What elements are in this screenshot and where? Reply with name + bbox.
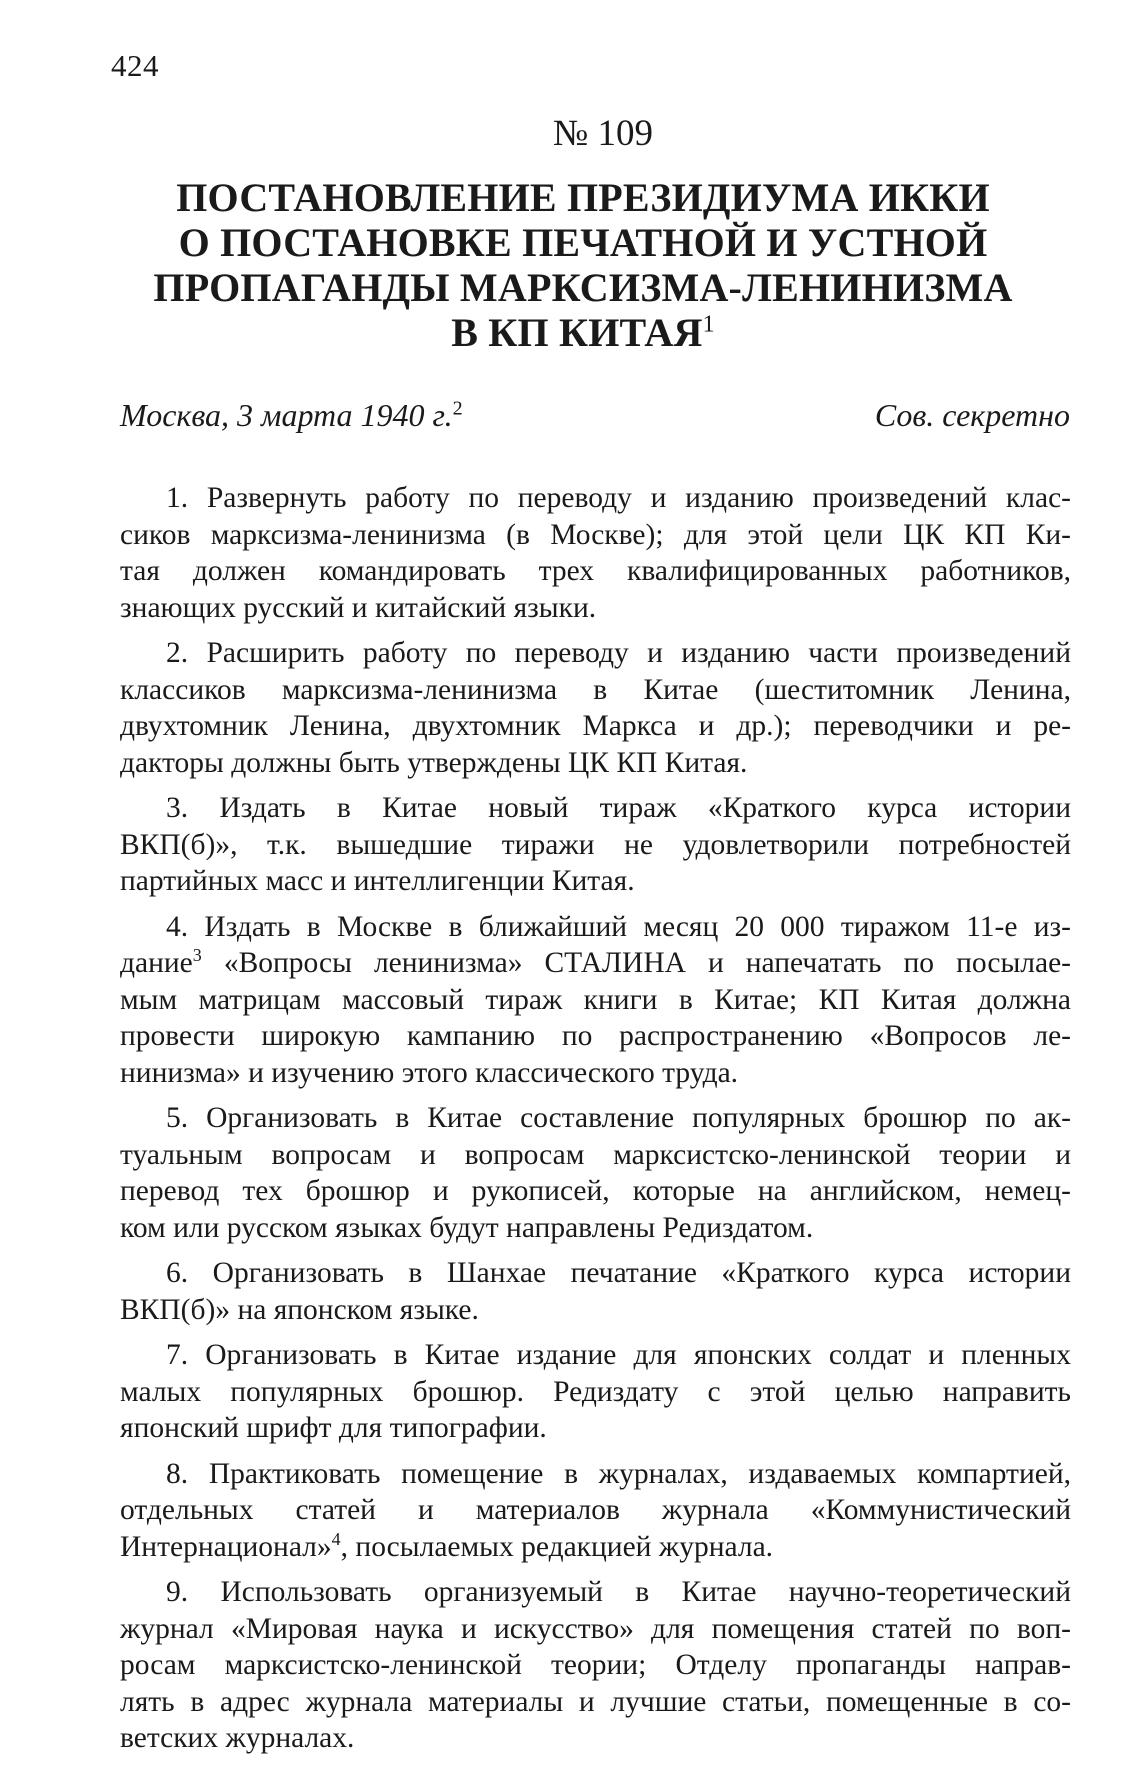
title-line-text: В КП КИТАЯ xyxy=(451,310,703,355)
text-line: журнал «Мировая наука и искусство» для помещения статей по воп- xyxy=(120,1612,1071,1645)
text-line: 3. Издать в Китае новый тираж «Краткого курса истории xyxy=(166,792,1071,824)
text-line: сиков марксизма-ленинизма (в Москве); для этой цели ЦК КП Ки- xyxy=(120,518,1071,551)
text-line: 4. Издать в Москве в ближайший месяц 20 000 тиражом 11-е из- xyxy=(166,910,1071,943)
text-line: отдельных статей и материалов журнала «Коммунистический xyxy=(120,1494,1071,1526)
classification-label: Сов. секретно xyxy=(874,397,1070,433)
text-line: дакторы должны быть утверждены ЦК КП Китая. xyxy=(120,746,748,779)
document-title xyxy=(120,175,1046,355)
text-line-with-footnote xyxy=(120,945,1071,982)
footnote-mark: 4 xyxy=(331,1528,341,1549)
document-meta xyxy=(120,397,1070,434)
text-fragment: , посылаемых редакцией журнала. xyxy=(340,1530,774,1563)
text-line: 7. Организовать в Китае издание для японских солдат и пленных xyxy=(166,1339,1071,1371)
footnote-mark: 3 xyxy=(192,945,202,966)
text-line-with-footnote xyxy=(120,1529,1071,1566)
text-fragment: дание xyxy=(120,947,193,979)
title-line: ПОСТАНОВЛЕНИЕ ПРЕЗИДИУМА ИККИ xyxy=(176,175,990,220)
title-line: О ПОСТАНОВКЕ ПЕЧАТНОЙ И УСТНОЙ xyxy=(178,220,988,265)
text-line: перевод тех брошюр и рукописей, которые на английском, немец- xyxy=(120,1175,1071,1207)
text-line: мым матрицам массовый тираж книги в Китае; КП Китая должна xyxy=(120,983,1071,1016)
paragraph-8 xyxy=(120,1456,1071,1566)
place-date xyxy=(120,397,463,434)
text-line: 6. Организовать в Шанхае печатание «Краткого курса истории xyxy=(166,1257,1071,1289)
text-line: малых популярных брошюр. Редиздату с этой целью направить xyxy=(120,1375,1071,1408)
text-fragment: «Вопросы ленинизма» СТАЛИНА и напечатать по посылае- xyxy=(223,947,1072,979)
text-line: ВКП(б)» на японском языке. xyxy=(120,1293,479,1326)
document-body xyxy=(120,480,1071,1766)
paragraph-3 xyxy=(120,790,1071,900)
text-line: ком или русском языках будут направлены Редиздатом. xyxy=(120,1211,814,1244)
text-line: 8. Практиковать помещение в журналах, издаваемых компартией, xyxy=(166,1457,1071,1490)
text-line: двухтомник Ленина, двухтомник Маркса и др.); переводчики и ре- xyxy=(120,710,1071,742)
text-line: 5. Организовать в Китае составление популярных брошюр по ак- xyxy=(166,1102,1071,1134)
title-line-last xyxy=(120,310,1046,355)
text-line: ВКП(б)», т.к. вышедшие тиражи не удовлетворили потребностей xyxy=(120,828,1071,861)
document-number: № 109 xyxy=(552,113,654,154)
text-line: 1. Развернуть работу по переводу и изданию произведений клас- xyxy=(166,482,1071,514)
text-line: нинизма» и изучению этого классического труда. xyxy=(120,1056,739,1089)
paragraph-2 xyxy=(120,635,1071,781)
place-date-text: Москва, 3 марта 1940 г. xyxy=(120,397,453,433)
text-line: знающих русский и китайский языки. xyxy=(120,591,597,624)
place-date-footnote-mark: 2 xyxy=(452,397,463,420)
text-line: партийных масс и интеллигенции Китая. xyxy=(120,865,635,897)
text-line: ветских журналах. xyxy=(120,1722,355,1754)
paragraph-5 xyxy=(120,1100,1071,1246)
text-line: туальным вопросам и вопросам марксистско-ленинской теории и xyxy=(120,1138,1071,1171)
paragraph-4 xyxy=(120,909,1071,1092)
paragraph-9 xyxy=(120,1574,1071,1757)
text-line: 2. Расширить работу по переводу и изданию части произведений xyxy=(166,637,1071,669)
text-line: 9. Использовать организуемый в Китае научно-теоретический xyxy=(166,1576,1071,1608)
text-line: лять в адрес журнала материалы и лучшие статьи, помещенные в со- xyxy=(120,1685,1071,1718)
text-line: провести широкую кампанию по распространению «Вопросов ле- xyxy=(120,1020,1071,1052)
title-footnote-mark: 1 xyxy=(702,311,715,338)
paragraph-1 xyxy=(120,480,1071,626)
text-line: росам марксистско-ленинской теории; Отделу пропаганды направ- xyxy=(120,1649,1071,1681)
text-line: классиков марксизма-ленинизма в Китае (шеститомник Ленина, xyxy=(120,673,1071,706)
page-number: 424 xyxy=(111,48,159,83)
paragraph-6 xyxy=(120,1255,1071,1328)
paragraph-7 xyxy=(120,1337,1071,1447)
text-fragment: Интернационал» xyxy=(120,1530,332,1563)
text-line: тая должен командировать трех квалифицированных работников, xyxy=(120,555,1071,587)
title-line: ПРОПАГАНДЫ МАРКСИЗМА-ЛЕНИНИЗМА xyxy=(153,265,1013,310)
text-line: японский шрифт для типографии. xyxy=(120,1412,547,1444)
